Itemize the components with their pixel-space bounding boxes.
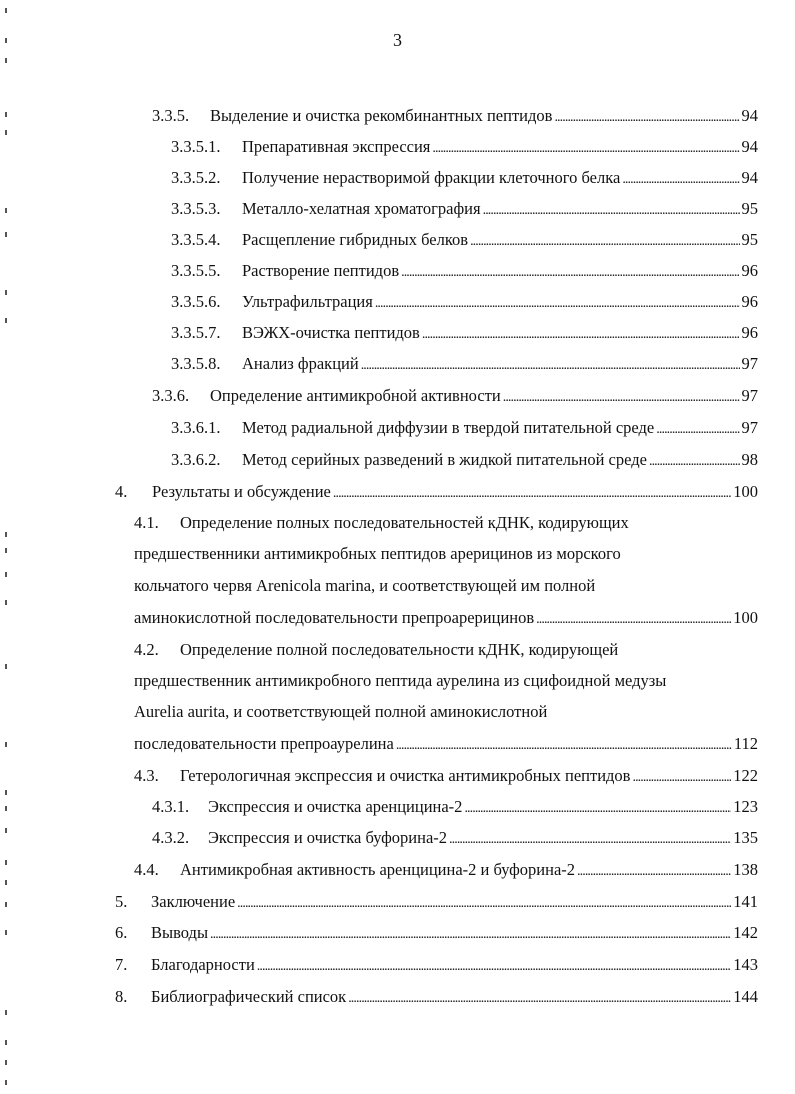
toc-entry xyxy=(171,134,758,160)
toc-entry-title: аминокислотной последовательности препроарерицинов xyxy=(134,608,535,627)
toc-leader-dots xyxy=(470,227,739,255)
toc-entry-page: 97 xyxy=(741,418,758,437)
toc-entry-title: Выводы xyxy=(151,923,209,942)
toc-entry xyxy=(115,479,758,505)
toc-entry-title: Метод серийных разведений в жидкой питательной среде xyxy=(242,450,647,469)
toc-leader-dots xyxy=(375,289,740,317)
toc-entry xyxy=(115,952,758,978)
toc-entry-number: 3.3.5.7. xyxy=(171,323,221,342)
toc-leader-dots xyxy=(622,165,739,193)
toc-entry-title: Металло-хелатная хроматография xyxy=(242,199,481,218)
toc-leader-dots xyxy=(503,383,740,411)
toc-entry-title: Aurelia aurita, и соответствующей полной аминокислотной xyxy=(134,702,548,721)
toc-entry-page: 122 xyxy=(733,766,758,785)
toc-entry-number: 4.2. xyxy=(134,640,159,659)
toc-entry-number: 4.4. xyxy=(134,860,159,879)
toc-entry xyxy=(134,763,758,789)
toc-entry-title: предшественник антимикробного пептида аурелина из сцифоидной медузы xyxy=(134,671,667,690)
toc-entry-title: Экспрессия и очистка аренцицина-2 xyxy=(208,797,463,816)
toc-entry-page: 143 xyxy=(733,955,758,974)
toc-entry xyxy=(152,825,758,851)
toc-entry xyxy=(171,351,758,377)
toc-entry-number: 3.3.6.1. xyxy=(171,418,221,437)
toc-entry-number: 3.3.5.4. xyxy=(171,230,221,249)
toc-leader-dots xyxy=(237,889,731,917)
toc-entry-title: Анализ фракций xyxy=(242,354,359,373)
toc-leader-dots xyxy=(348,984,731,1012)
toc-entry xyxy=(115,920,758,946)
toc-entry-title: Препаративная экспрессия xyxy=(242,137,431,156)
toc-entry xyxy=(115,984,758,1010)
toc-entry-title: Благодарности xyxy=(151,955,255,974)
toc-entry-page: 97 xyxy=(741,354,758,373)
toc-leader-dots xyxy=(483,196,740,224)
toc-entry xyxy=(171,447,758,473)
toc-leader-dots xyxy=(536,605,731,633)
toc-entry-title: Экспрессия и очистка буфорина-2 xyxy=(208,828,448,847)
toc-leader-dots xyxy=(432,134,739,162)
toc-entry-line xyxy=(134,541,758,567)
toc-entry-title: последовательности препроаурелина xyxy=(134,734,394,753)
toc-entry-title: ВЭЖХ-очистка пептидов xyxy=(242,323,420,342)
toc-entry-number: 7. xyxy=(115,955,128,974)
page-number: 3 xyxy=(393,30,402,50)
toc-entry xyxy=(134,605,758,631)
toc-entry-title: Метод радиальной диффузии в твердой питательной среде xyxy=(242,418,655,437)
toc-leader-dots xyxy=(361,351,740,379)
toc-entry-title: Растворение пептидов xyxy=(242,261,400,280)
scan-margin-marks xyxy=(2,0,12,1094)
toc-entry-page: 135 xyxy=(733,828,758,847)
toc-leader-dots xyxy=(656,415,739,443)
toc-entry-number: 8. xyxy=(115,987,128,1006)
toc-entry xyxy=(171,227,758,253)
toc-entry-line xyxy=(134,573,758,599)
toc-entry xyxy=(171,289,758,315)
toc-entry-title: предшественники антимикробных пептидов арерицинов из морского xyxy=(134,544,621,563)
toc-entry-page: 138 xyxy=(733,860,758,879)
toc-entry-page: 100 xyxy=(733,608,758,627)
toc-leader-dots xyxy=(396,731,732,759)
toc-entry-title: Результаты и обсуждение xyxy=(152,482,331,501)
toc-entry-number: 3.3.5. xyxy=(152,106,190,125)
toc-leader-dots xyxy=(422,320,740,348)
toc-entry-number: 3.3.5.6. xyxy=(171,292,221,311)
toc-leader-dots xyxy=(554,103,739,131)
toc-entry-title: Расщепление гибридных белков xyxy=(242,230,469,249)
toc-leader-dots xyxy=(632,763,731,791)
toc-entry-line xyxy=(134,668,758,694)
toc-entry-number: 3.3.5.3. xyxy=(171,199,221,218)
toc-leader-dots xyxy=(649,447,740,475)
toc-entry-number: 3.3.5.2. xyxy=(171,168,221,187)
toc-entry xyxy=(171,165,758,191)
toc-entry-number: 3.3.6. xyxy=(152,386,190,405)
toc-entry-title: Антимикробная активность аренцицина-2 и буфорина-2 xyxy=(180,860,576,879)
toc-entry-number: 4.3.2. xyxy=(152,828,190,847)
toc-entry-page: 96 xyxy=(741,261,758,280)
toc-entry-title: Гетерологичная экспрессия и очистка антимикробных пептидов xyxy=(180,766,631,785)
toc-entry-page: 141 xyxy=(733,892,758,911)
toc-entry-page: 96 xyxy=(741,323,758,342)
toc-entry-line xyxy=(134,637,758,663)
toc-entry xyxy=(134,731,758,757)
toc-leader-dots xyxy=(464,794,731,822)
toc-entry-title: Получение нерастворимой фракции клеточного белка xyxy=(242,168,621,187)
toc-entry-number: 4.3. xyxy=(134,766,159,785)
toc-entry-page: 96 xyxy=(741,292,758,311)
toc-entry-page: 95 xyxy=(741,230,758,249)
toc-entry-number: 3.3.5.5. xyxy=(171,261,221,280)
toc-entry-number: 4.1. xyxy=(134,513,159,532)
toc-entry-number: 3.3.5.8. xyxy=(171,354,221,373)
toc-entry-number: 4. xyxy=(115,482,128,501)
toc-leader-dots xyxy=(401,258,739,286)
toc-entry-page: 112 xyxy=(733,734,758,753)
toc-entry-number: 3.3.5.1. xyxy=(171,137,221,156)
toc-entry-line xyxy=(134,699,758,725)
toc-entry-number: 5. xyxy=(115,892,128,911)
toc-entry-page: 144 xyxy=(733,987,758,1006)
toc-entry xyxy=(115,889,758,915)
toc-entry-number: 4.3.1. xyxy=(152,797,190,816)
toc-leader-dots xyxy=(210,920,731,948)
toc-leader-dots xyxy=(333,479,731,507)
toc-leader-dots xyxy=(257,952,731,980)
toc-entry-page: 142 xyxy=(733,923,758,942)
toc-entry-number: 3.3.6.2. xyxy=(171,450,221,469)
toc-leader-dots xyxy=(577,857,731,885)
toc-entry-title: Определение антимикробной активности xyxy=(210,386,501,405)
toc-entry xyxy=(171,320,758,346)
toc-entry-number: 6. xyxy=(115,923,128,942)
toc-entry xyxy=(152,103,758,129)
toc-entry xyxy=(171,258,758,284)
toc-entry-page: 98 xyxy=(741,450,758,469)
toc-entry-page: 94 xyxy=(741,137,758,156)
toc-entry xyxy=(171,415,758,441)
toc-entry-page: 95 xyxy=(741,199,758,218)
toc-entry-page: 94 xyxy=(741,168,758,187)
toc-leader-dots xyxy=(449,825,731,853)
toc-entry xyxy=(152,383,758,409)
toc-entry-page: 123 xyxy=(733,797,758,816)
toc-entry-title: Определение полных последовательностей кДНК, кодирующих xyxy=(180,513,629,532)
toc-entry xyxy=(134,857,758,883)
toc-entry-page: 97 xyxy=(741,386,758,405)
toc-entry-page: 100 xyxy=(733,482,758,501)
toc-entry-title: Ультрафильтрация xyxy=(242,292,373,311)
toc-entry-title: Выделение и очистка рекомбинантных пептидов xyxy=(210,106,553,125)
toc-entry-title: кольчатого червя Arenicola marina, и соответствующей им полной xyxy=(134,576,596,595)
toc-entry-title: Определение полной последовательности кДНК, кодирующей xyxy=(180,640,619,659)
toc-entry-title: Заключение xyxy=(151,892,236,911)
toc-entry xyxy=(171,196,758,222)
toc-entry-page: 94 xyxy=(741,106,758,125)
toc-entry-line xyxy=(134,510,758,536)
toc-entry xyxy=(152,794,758,820)
toc-entry-title: Библиографический список xyxy=(151,987,347,1006)
